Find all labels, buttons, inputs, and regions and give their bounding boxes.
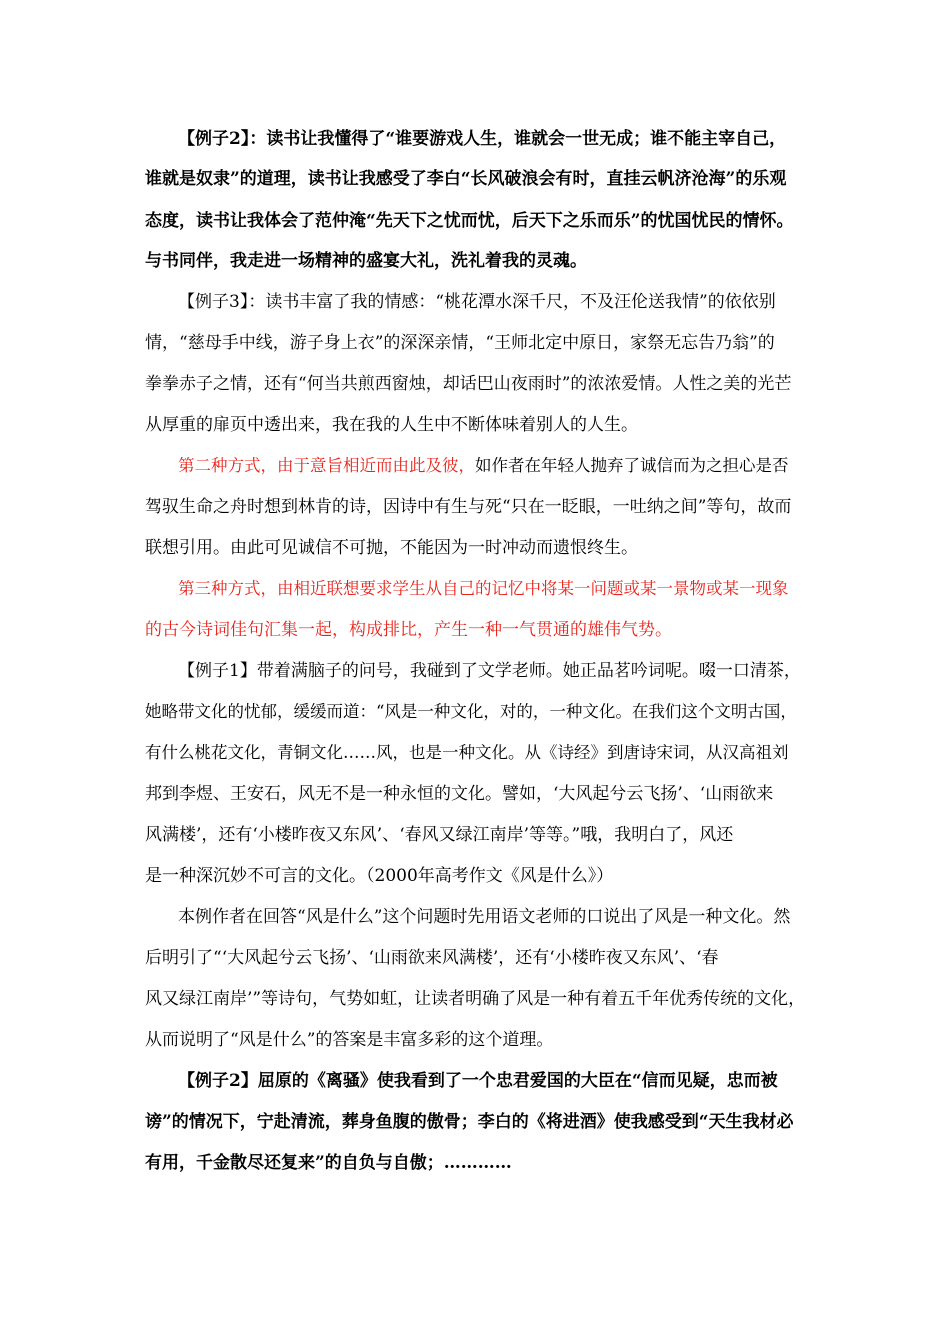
method-2-line-3: 联想引用。由此可见诚信不可抛，不能因为一时冲动而遗恨终生。 <box>145 538 638 558</box>
commentary-line-4: 从而说明了“风是什么”的答案是丰富多彩的这个道理。 <box>145 1030 554 1050</box>
commentary-line-2: 后明引了“‘大风起兮云飞扬’、‘山雨欲来风满楼’，还有‘小楼昨夜又东风’、‘春 <box>145 948 719 968</box>
example-2b-line-1: 【例子2】屈原的《离骚》使我看到了一个忠君爱国的大臣在“信而见疑，忠而被 <box>178 1071 778 1091</box>
example-3-line-2: 情，“慈母手中线，游子身上衣”的深深亲情，“王师北定中原日，家祭无忘告乃翁”的 <box>145 333 775 353</box>
method-2-line-1-text: 如作者在年轻人抛弃了诚信而为之担心是否 <box>475 456 789 475</box>
method-2-line-1 <box>178 455 789 477</box>
method-2-heading: 第二种方式，由于意旨相近而由此及彼， <box>178 456 475 475</box>
example-3-line-1: 【例子3】：读书丰富了我的情感：“桃花潭水深千尺，不及汪伦送我情”的依依别 <box>178 292 776 312</box>
example-1-line-1: 【例子1】带着满脑子的问号，我碰到了文学老师。她正品茗吟词呢。啜一口清茶， <box>178 661 801 681</box>
example-3-line-3: 拳拳赤子之情，还有“何当共煎西窗烛，却话巴山夜雨时”的浓浓爱情。人性之美的光芒 <box>145 374 792 394</box>
commentary-line-1: 本例作者在回答“风是什么”这个问题时先用语文老师的口说出了风是一种文化。然 <box>178 907 791 927</box>
example-1-line-2: 她略带文化的忧郁，缓缓而道：“风是一种文化，对的，一种文化。在我们这个文明古国， <box>145 702 797 721</box>
method-3-line-1: 第三种方式，由相近联想要求学生从自己的记忆中将某一问题或某一景物或某一现象 <box>178 579 789 598</box>
example-3-line-4: 从厚重的扉页中透出来，我在我的人生中不断体味着别人的人生。 <box>145 415 638 435</box>
example-1-line-5: 风满楼’，还有‘小楼昨夜又东风’、‘春风又绿江南岸’等等。”哦，我明白了，风还 <box>145 825 734 845</box>
example-2b-line-3: 有用，千金散尽还复来”的自负与自傲；………… <box>145 1153 512 1173</box>
commentary-line-3: 风又绿江南岸’”等诗句，气势如虹，让读者明确了风是一种有着五千年优秀传统的文化， <box>145 989 806 1009</box>
example-2-line-1: 【例子2】：读书让我懂得了“谁要游戏人生，谁就会一世无成；谁不能主宰自己， <box>178 129 787 149</box>
example-1-line-3: 有什么桃花文化，青铜文化……风，也是一种文化。从《诗经》到唐诗宋词，从汉高祖刘 <box>145 743 789 762</box>
example-1-line-6: 是一种深沉妙不可言的文化。（2000年高考作文《风是什么》） <box>145 866 614 886</box>
example-1-line-4: 邦到李煜、王安石，风无不是一种永恒的文化。譬如，‘大风起兮云飞扬’、‘山雨欲来 <box>145 784 774 804</box>
example-2-line-2: 谁就是奴隶”的道理，读书让我感受了李白“长风破浪会有时，直挂云帆济沧海”的乐观 <box>145 169 787 189</box>
example-2b-line-2: 谤”的情况下，宁赴清流，葬身鱼腹的傲骨；李白的《将进酒》使我感受到“天生我材必 <box>145 1112 794 1132</box>
method-3-line-2: 的古今诗词佳句汇集一起，构成排比，产生一种一气贯通的雄伟气势。 <box>145 620 672 640</box>
example-2-line-4: 与书同伴，我走进一场精神的盛宴大礼，洗礼着我的灵魂。 <box>145 251 587 271</box>
example-2-line-3: 态度，读书让我体会了范仲淹“先天下之忧而忧，后天下之乐而乐”的忧国忧民的情怀。 <box>145 211 794 231</box>
method-2-line-2: 驾驭生命之舟时想到林肯的诗，因诗中有生与死“只在一眨眼，一吐纳之间”等句，故而 <box>145 497 792 517</box>
